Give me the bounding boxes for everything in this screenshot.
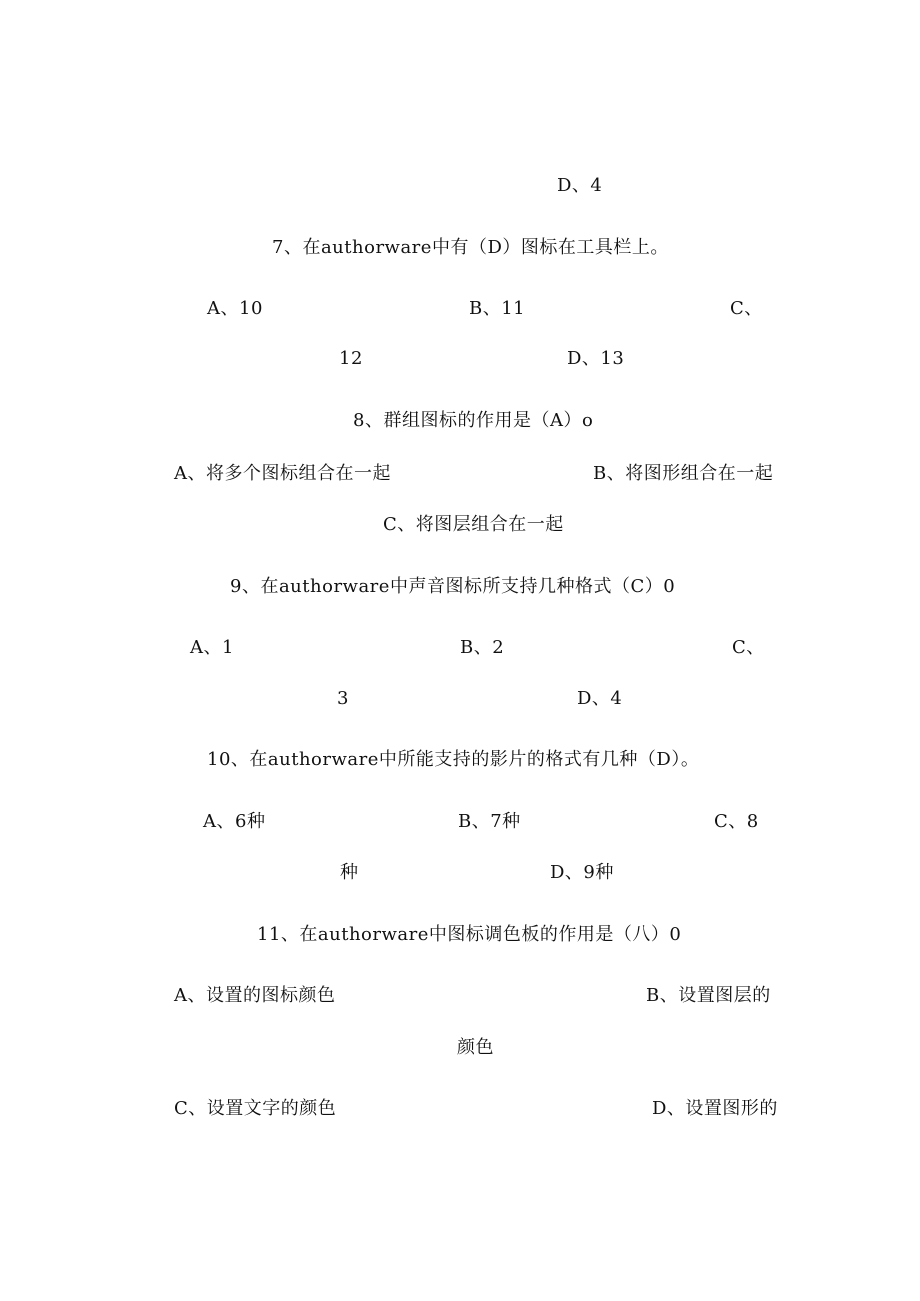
q10-option-a: A、6种 — [203, 811, 266, 832]
q9-option-b: B、2 — [460, 637, 505, 658]
q10-option-c-suffix: 种 — [340, 862, 359, 883]
q11-question: 11、在authorware中图标调色板的作用是（八）0 — [257, 924, 682, 945]
q9-question: 9、在authorware中声音图标所支持几种格式（C）0 — [230, 576, 676, 597]
q11-option-d-prefix: D、设置图形的 — [652, 1098, 778, 1119]
q11-option-c: C、设置文字的颜色 — [174, 1098, 337, 1119]
q9-option-c-value: 3 — [337, 688, 349, 709]
q7-option-c-value: 12 — [339, 348, 363, 369]
q8-option-c: C、将图层组合在一起 — [383, 514, 564, 535]
q8-option-b: B、将图形组合在一起 — [593, 463, 774, 484]
q10-option-b: B、7种 — [458, 811, 521, 832]
q10-question: 10、在authorware中所能支持的影片的格式有几种（D）。 — [207, 749, 700, 770]
q10-option-d: D、9种 — [550, 862, 614, 883]
q7-option-c-prefix: C、 — [730, 298, 763, 319]
q7-question: 7、在authorware中有（D）图标在工具栏上。 — [272, 237, 669, 258]
q7-option-b: B、11 — [469, 298, 526, 319]
q6-option-d: D、4 — [557, 175, 603, 196]
q11-option-b-prefix: B、设置图层的 — [646, 985, 771, 1006]
q8-question: 8、群组图标的作用是（A）o — [353, 410, 594, 431]
q8-option-a: A、将多个图标组合在一起 — [174, 463, 391, 484]
q11-option-b-suffix: 颜色 — [457, 1037, 494, 1058]
q7-option-d: D、13 — [567, 348, 625, 369]
q7-option-a: A、10 — [207, 298, 263, 319]
q11-option-a: A、设置的图标颜色 — [174, 985, 336, 1006]
q9-option-d: D、4 — [577, 688, 623, 709]
q10-option-c-prefix: C、8 — [714, 811, 759, 832]
q9-option-a: A、1 — [190, 637, 234, 658]
q9-option-c-prefix: C、 — [732, 637, 765, 658]
